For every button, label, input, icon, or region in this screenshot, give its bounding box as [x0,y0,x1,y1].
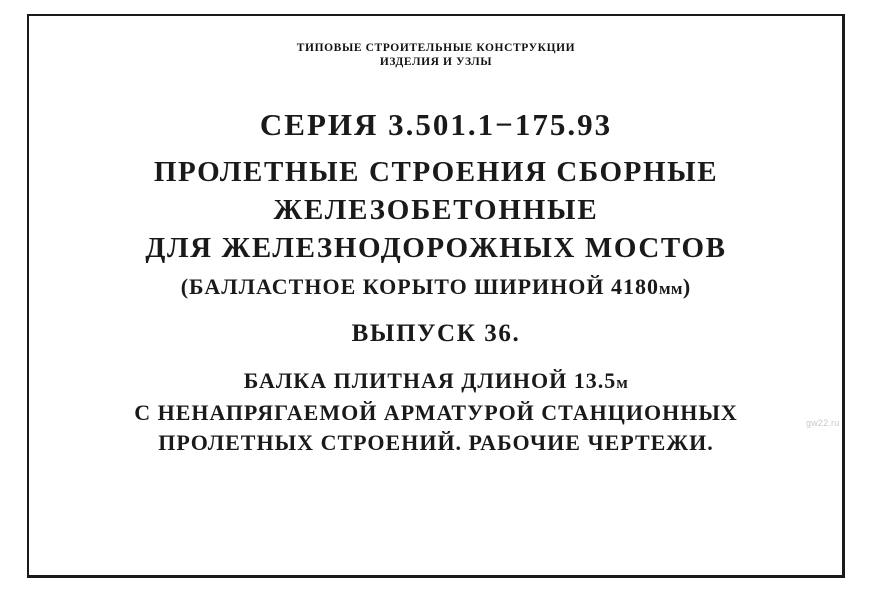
kicker-line-2: ИЗДЕЛИЯ И УЗЛЫ [379,56,493,68]
beam-spec-unit: м [616,373,629,392]
ballast-trough-spec [29,273,843,303]
issue-number: ВЫПУСК 36. [351,320,521,347]
title-block-content [29,16,843,457]
ballast-trough-unit: мм [658,279,683,298]
main-title-line-1: ПРОЛЕТНЫЕ СТРОЕНИЯ СБОРНЫЕ [153,156,719,188]
subtitle-line-2: ПРОЛЕТНЫХ СТРОЕНИЙ. РАБОЧИЕ ЧЕРТЕЖИ. [158,430,714,455]
subtitle-block [29,367,843,457]
beam-spec-line [29,367,843,397]
watermark-text: gw22.ru [806,418,840,428]
ballast-trough-text: (БАЛЛАСТНОЕ КОРЫТО ШИРИНОЙ 4180 [180,274,659,299]
subtitle-line-1: С НЕНАПРЯГАЕМОЙ АРМАТУРОЙ СТАНЦИОННЫХ [134,400,738,425]
kicker-line-1: ТИПОВЫЕ СТРОИТЕЛЬНЫЕ КОНСТРУКЦИИ [296,42,576,54]
drawing-border-frame [27,14,845,578]
beam-spec-text: БАЛКА ПЛИТНАЯ ДЛИНОЙ 13.5 [243,368,617,393]
kicker-heading [29,42,843,69]
ballast-trough-paren-close: ) [682,274,692,299]
main-title-line-3: ДЛЯ ЖЕЛЕЗНОДОРОЖНЫХ МОСТОВ [145,232,727,264]
series-number: СЕРИЯ 3.501.1−175.93 [259,107,613,142]
main-title [29,153,843,267]
main-title-line-2: ЖЕЛЕЗОБЕТОННЫЕ [273,194,599,226]
